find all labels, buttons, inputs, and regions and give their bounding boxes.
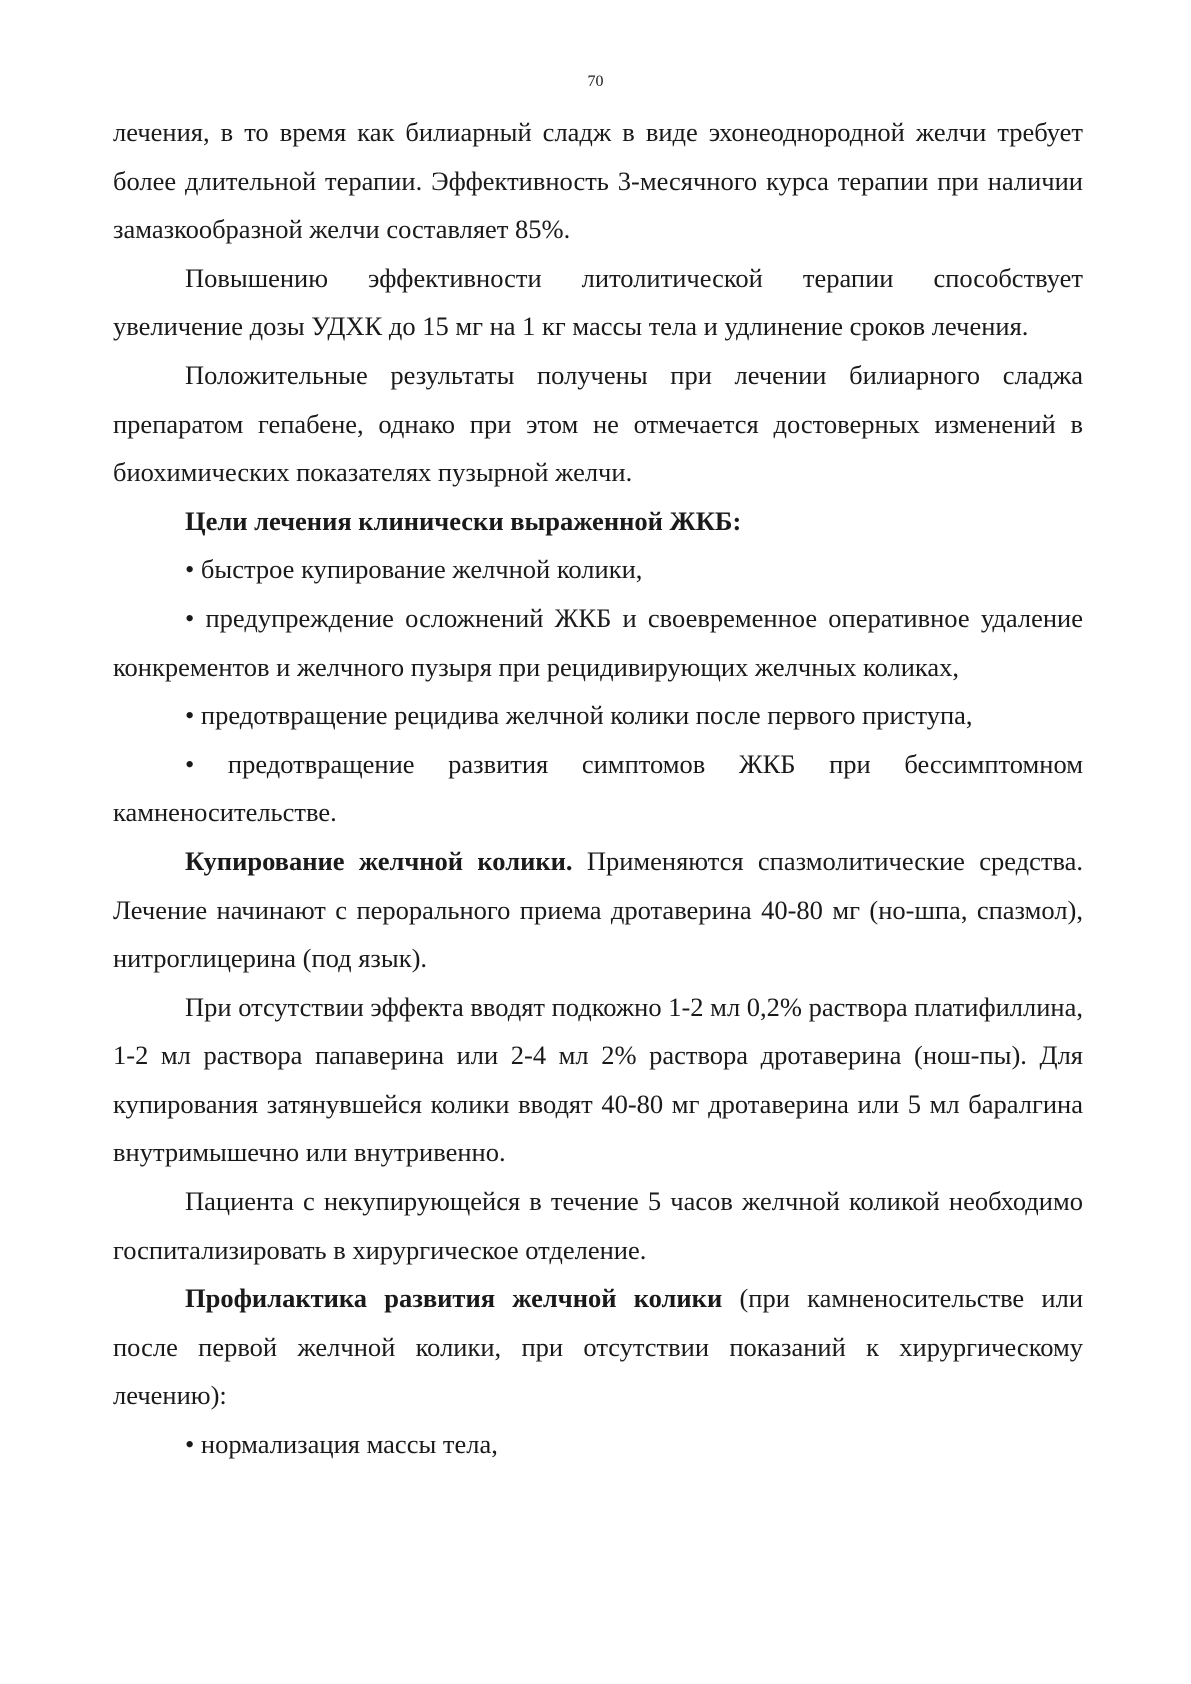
paragraph-prevention — [113, 1274, 1083, 1420]
goals-heading-text: Цели лечения клинически выраженной ЖКБ: — [185, 505, 742, 536]
goal-item: • быстрое купирование желчной колики, — [185, 554, 643, 585]
page-number: 70 — [587, 73, 604, 90]
paragraph-colic-relief — [113, 837, 1083, 983]
prevention-item: • нормализация массы тела, — [185, 1429, 498, 1460]
colic-heading: Купирование желчной колики. — [185, 845, 573, 876]
goal-item: • предотвращение развития симптомов ЖКБ при бессимптомном камненосительстве. — [113, 748, 1083, 828]
paragraph-continuation: лечения, в то время как билиарный сладж в виде эхонеоднородной желчи требует более длительной терапии. Эффективность 3-месячного курса терапии при наличии замазкообразной желчи составляет 85%. — [113, 117, 1083, 245]
document-body — [113, 108, 1083, 1469]
prevention-text: (при камненосительстве или после первой желчной колики, при отсутствии показаний к хирургическому лечению): — [113, 1283, 1083, 1411]
paragraph-litholytic-therapy: Повышению эффективности литолитической терапии способствует увеличение дозы УДХК до 15 мг на 1 кг массы тела и удлинение сроков лечения. — [113, 262, 1083, 342]
goals-heading — [113, 497, 1083, 546]
paragraph-hospitalization: Пациента с некупирующейся в течение 5 часов желчной коликой необходимо госпитализировать в хирургическое отделение. — [113, 1186, 1083, 1265]
goal-item: • предотвращение рецидива желчной колики после первого приступа, — [185, 700, 973, 731]
goal-item: • предупреждение осложнений ЖКБ и своевременное оперативное удаление конкрементов и желчного пузыря при рецидивирующих желчных коликах, — [113, 602, 1083, 682]
colic-text: Применяются спазмолитические средства. Лечение начинают с перорального приема дротаверина 40-80 мг (но-шпа, спазмол), нитроглицерина (под язык). — [113, 845, 1083, 974]
paragraph-hepabene-results: Положительные результаты получены при лечении билиарного сладжа препаратом гепабене, однако при этом не отмечается достоверных изменений в биохимических показателях пузырной желчи. — [113, 359, 1083, 488]
paragraph-no-effect: При отсутствии эффекта вводят подкожно 1-2 мл 0,2% раствора платифиллина, 1-2 мл раствора папаверина или 2-4 мл 2% раствора дротаверина (нош-пы). Для купирования затянувшейся колики вводят 40-80 мг дротаверина или 5 мл баралгина внутримышечно или внутривенно. — [113, 991, 1083, 1168]
prevention-heading: Профилактика развития желчной колики — [185, 1283, 723, 1314]
